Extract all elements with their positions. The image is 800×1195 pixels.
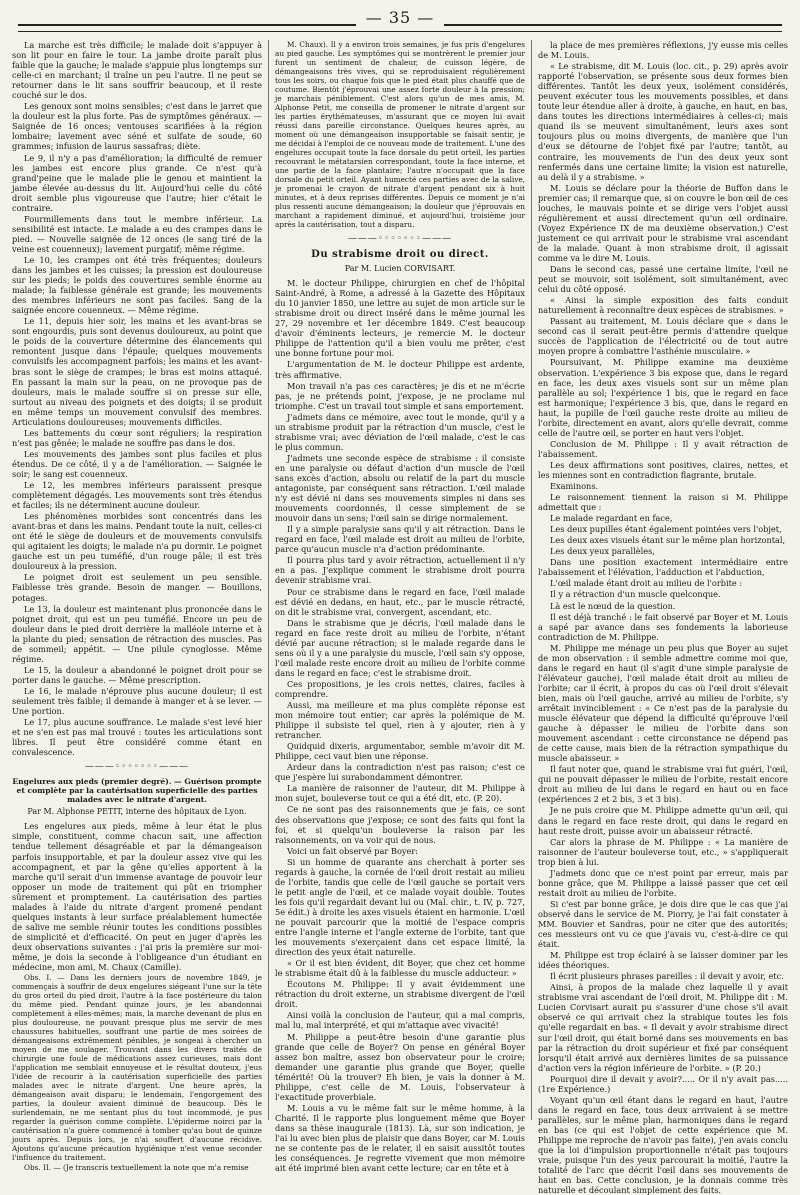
paragraph: Dans le strabisme que je décris, l'œil malade dans le regard en face reste droit au milieu de l'orbite, n'étant dévié par aucune rétraction; si le malade regarde dans le sens où il y a une paralysie du muscle, l'œil sain s'y oppose, l'œil malade reste encore droit au milieu de l'orbite comme dans le regard en face; c'est le strabisme droit. — [275, 617, 525, 678]
paragraph: Les mouvements des jambes sont plus faciles et plus étendus. De ce côté, il y a de l'amélioration. — Saignée le soir; le sang est couenneux. — [12, 448, 262, 479]
paragraph: M. Philippe me ménage un peu plus que Boyer au sujet de mon observation : il semble admettre comme moi que, dans le regard en haut (il s'agit d'une simple paralysie de l'élévateur gauche), l'œil malade était droit au milieu de l'orbite; car il écrit, à propos du cas où l'œil droit s'élevait bien, mais où l'œil gauche, arrivé au milieu de l'orbite, s'y arrêtait invinciblement : « Ce n'est pas de la paralysie du muscle élévateur que dépend la difficulté qu'éprouve l'œil gauche à dépasser le milieu de l'orbite dans son mouvement ascendant : cette circonstance ne dépend pas de cette cause, mais bien de la rétraction sympathique du muscle abaisseur. » — [538, 642, 788, 764]
paragraph: Dans une position exactement intermédiaire entre l'abaissement et l'élévation, l'adduction et l'abduction, — [538, 557, 788, 578]
paragraph: la place de mes premières réflexions, j'y eusse mis celles de M. Louis. — [538, 40, 788, 61]
article-byline: Par M. Lucien CORVISART. — [344, 264, 456, 274]
column-3 — [531, 40, 788, 1195]
paragraph: Examinons. — [550, 481, 599, 492]
paragraph: Les deux axes visuels étant sur le même plan horizontal, — [550, 535, 786, 546]
paragraph: Pour ce strabisme dans le regard en face, l'œil malade est dévié en dedans, en haut, etc., par le muscle rétracté, on dit le strabisme vrai, convergent, ascendant, etc. — [275, 586, 525, 617]
paragraph: J'admets donc que ce n'est point par erreur, mais par bonne grâce, que M. Philippe a laissé passer que cet œil restait droit au milieu de l'orbite. — [538, 867, 788, 898]
paragraph: Quidquid dixeris, argumentabor, semble m'avoir dit M. Philippe, ceci vaut bien une réponse. — [275, 741, 525, 762]
paragraph: Les engelures aux pieds, même à leur état le plus simple, constituent, comme chacun sait, une affection tendue tellement désagréable et par la démangeaison parfois insupportable, et par la douleur assez vive qui les accompagnent, et par la gêne qu'elles apportent à la marche qu'il serait d'un immense avantage de pouvoir leur opposer un mode de traitement qui pût en triompher sûrement et promptement. La cautérisation des parties malades à l'aide du nitrate d'argent promené pendant quelques instants à leur surface préalablement humectée de salive me semble réunir toutes les conditions possibles de simplicité et d'efficacité. On peut en juger d'après les deux observations suivantes : j'ai pris la première sur moi-même, je dois la seconde à l'obligeance d'un étudiant en médecine, mon ami, M. Chaux (Camille). — [12, 821, 262, 973]
section-separator: ———◦◦◦◦◦◦◦——— — [84, 762, 190, 773]
paragraph: Le 9, il n'y a pas d'amélioration; la difficulté de remuer les jambes est encore plus grande. Ce n'est qu'à grand'peine que le malade plie le genou et maintient la jambe élevée au-dessus du lit. Aujourd'hui celle du côté droit semble plus vigoureuse que l'autre; hier c'était le contraire. — [12, 152, 262, 213]
paragraph: Il est déjà tranché : le fait observé par Boyer et M. Louis a sapé par avance dans ses fondements la laborieuse contradiction de M. Philippe. — [538, 611, 788, 642]
paragraph: M. le docteur Philippe, chirurgien en chef de l'hôpital Saint-André, à Rome, a adressé à la Gazette des Hôpitaux du 10 janvier 1850, une lettre au sujet de mon article sur le strabisme droit ou direct inséré dans le même journal les 27, 29 novembre et 1er décembre 1849. C'est beaucoup d'avoir d'éminents lecteurs, je remercie M. le docteur Philippe de l'attention qu'il a bien voulu me prêter, c'est une bonne fortune pour moi. — [275, 278, 525, 359]
paragraph: Le 13, la douleur est maintenant plus prononcée dans le poignet droit, qui est un peu tuméfié. Encore un peu de douleur dans le pied droit derrière la malléole interne et à la plante du pied; sensation de rétraction des muscles. Pas de sommeil; appétit. — Une pilule cynoglosse. Même régime. — [12, 603, 262, 664]
paragraph: M. Philippe a peut-être besoin d'une garantie plus grande que celle de Boyer? On pense en général Boyer assez bon maître, assez bon observateur pour le croire; demander une garantie plus grande que Boyer, quelle témérité! Où la trouver? Eh bien, je vais la donner à M. Philippe, c'est celle de M. Louis, l'observateur à l'exactitude proverbiale. — [275, 1031, 525, 1102]
page-header — [0, 0, 800, 40]
paragraph: Les phénomènes morbides sont concentrés dans les avant-bras et dans les mains. Pendant toute la nuit, celles-ci ont été le siège de douleurs et de mouvements convulsifs qui agitaient les doigts; le malade n'a pu dormir. Le poignet gauche est un peu tuméfié, d'un rouge pâle; il est très douloureux à la pression. — [12, 511, 262, 572]
paragraph: Il y a simple paralysie sans qu'il y ait rétraction. Dans le regard en face, l'œil malade est droit au milieu de l'orbite, parce qu'aucun muscle n'a d'action prédominante. — [275, 524, 525, 555]
paragraph: Le raisonnement tiennent la raison si M. Philippe admettait que : — [538, 492, 788, 513]
paragraph: J'admets dans ce mémoire, avec tout le monde, qu'il y a un strabisme produit par la rétraction d'un muscle, c'est le strabisme vrai; avec déviation de l'œil malade, c'est le cas le plus commun. — [275, 411, 525, 452]
column-1 — [12, 40, 262, 1173]
paragraph: L'argumentation de M. le docteur Philippe est ardente, très affirmative. — [275, 359, 525, 380]
paragraph: Si c'est par bonne grâce, je dois dire que le cas que j'ai observé dans le service de M. Piorry, je l'ai fait constater à MM. Bouvier et Sandras, pour ne citer que des autorités; ces messieurs ont vu ce que j'avais vu, c'est-à-dire ce qui était. — [538, 898, 788, 950]
paragraph: Il faut noter que, quand le strabisme vrai fut guéri, l'œil, qui ne pouvait dépasser le milieu de l'orbite, restait encore droit au milieu de lui dans le regard en haut ou en face (expériences 2 et 2 bis, 3 et 3 bis). — [538, 764, 788, 805]
paragraph: Là est le nœud de la question. — [550, 600, 676, 611]
paragraph: Les deux pupilles étant également pointées vers l'objet, — [550, 524, 782, 535]
paragraph: Les deux yeux parallèles, — [550, 546, 655, 557]
paragraph: Ainsi voilà la conclusion de l'auteur, qui a mal compris, mal lu, mal interprété, et qui m'attaque avec vivacité! — [275, 1010, 525, 1031]
paragraph: Car alors la phrase de M. Philippe : « La manière de raisonner de l'auteur bouleverse tout, etc., » s'appliquerait trop bien à lui. — [538, 836, 788, 867]
paragraph: Voici un fait observé par Boyer: — [287, 845, 419, 856]
section-separator: ———◦◦◦◦◦◦◦——— — [347, 234, 453, 244]
paragraph: Les battements du cœur sont réguliers; la respiration n'est pas gênée; le malade ne souffre pas dans le dos. — [12, 427, 262, 448]
article-title: Du strabisme droit ou direct. — [311, 249, 489, 261]
paragraph: Ces propositions, je les crois nettes, claires, faciles à comprendre. — [275, 678, 525, 699]
paragraph: Il pourra plus tard y avoir rétraction, actuellement il n'y en a pas. J'explique comment le strabisme droit pourra devenir strabisme vrai. — [275, 555, 525, 586]
observation-paragraph: M. Chaux). Il y a environ trois semaines, je fus pris d'engelures au pied gauche. Les symptômes qui se montrèrent le premier jour furent un sentiment de chaleur, de cuisson légère, de démangeaisons très vives, qui se reproduisaient régulièrement tous les soirs, ou chaque fois que le pied était plus chauffé que de coutume. Bientôt j'éprouvai une assez forte douleur à la pression; je marchais péniblement. C'est alors qu'un de mes amis, M. Alphonse Petit, me conseilla de promener le nitrate d'argent sur les parties érythémateuses, m'assurant que ce moyen lui avait réussi dans pareille circonstance. Quelques heures après, au moment où une démangeaison insupportable se faisait sentir, je me décidai à l'emploi de ce nouveau mode de traitement. L'une des engelures occupait toute la face dorsale du petit orteil, les parties recouvrant le métatarsien correspondant, toute la face interne, et une partie de la face plantaire; l'autre n'occupait que la face dorsale du petit orteil. Ayant humecté ces parties avec de la salive, je promenai le crayon de nitrate d'argent pendant six à huit minutes, et à deux reprises différentes. Depuis ce moment je n'ai plus ressenti aucune démangeaison; la douleur que j'éprouvais en marchant a rapidement diminué, et aujourd'hui, troisième jour après la cautérisation, tout a disparu. — [275, 40, 525, 229]
paragraph: Les genoux sont moins sensibles; c'est dans le jarret que la douleur est la plus forte. Pas de symptômes généraux. — Saignée de 16 onces; ventouses scarifiées à la région lombaire; lavement avec séné et sulfate de soude, 60 grammes; infusion de laurus sassafras; diète. — [12, 101, 262, 152]
observation-paragraph: Obs. II. — (Je transcris textuellement la note que m'a remise — [24, 1163, 249, 1173]
paragraph: « Or il est bien évident, dit Boyer, que chez cet homme le strabisme était dû à la faiblesse du muscle adducteur. » — [275, 958, 525, 979]
paragraph: Ardeur dans la contradiction n'est pas raison; c'est ce que j'espère lui surabondamment démontrer. — [275, 762, 525, 783]
paragraph: Si un homme de quarante ans cherchait à porter ses regards à gauche, la cornée de l'œil droit restait au milieu de l'orbite, tandis que celle de l'œil gauche se portait vers le petit angle de l'œil, et ce malade voyait double. Toutes les fois qu'il regardait devant lui ou (Mal. chir., t. IV, p. 727, 5e édit.) à droite les axes visuels étaient en harmonie. L'œil ne pouvait parcourir que la moitié de l'espace compris entre l'angle interne et l'angle externe de l'orbite, tant que les mouvements s'exerçaient dans cet espace limité, la direction des yeux était naturelle. — [275, 856, 525, 958]
paragraph: « Le strabisme, dit M. Louis (loc. cit., p. 29) après avoir rapporté l'observation, se présente sous deux formes bien différentes. Tantôt les deux yeux, isolément considérés, peuvent exécuter tous les mouvements possibles, et dans toute leur étendue aller à droite, à gauche, en haut, en bas, dans toutes les directions intermédiaires à celles-ci; mais quand ils se meuvent simultanément, leurs axes sont toujours plus ou moins divergents, de manière que l'un d'eux se détourne de l'objet fixé par l'autre; tantôt, au contraire, les mouvements de l'un des deux yeux sont renfermés dans une certaine limite; la vision est naturelle, au delà il y a strabisme. » — [538, 61, 788, 182]
paragraph: Poursuivant, M. Philippe examine ma deuxième observation. L'expérience 3 bis expose que, dans le regard en face, les deux axes visuels sont sur un même plan parallèle au sol; l'expérience 1 bis, que le regard en face est harmonique; l'expérience 3 bis, que, dans le regard en haut, la pupille de l'œil gauche reste droite au milieu de l'orbite, directement en avant, alors qu'elle devrait, comme celle de l'autre œil, se porter en haut vers l'objet. — [538, 357, 788, 438]
paragraph: Pourquoi dire il devait y avoir?..... Or il n'y avait pas..... (1re Expérience.) — [538, 1073, 788, 1094]
paragraph: Le 12, les membres inférieurs paraissent presque complètement dégagés. Les mouvements sont très étendus et faciles; ils ne déterminent aucune douleur. — [12, 480, 262, 511]
paragraph: Ce ne sont pas des raisonnements que je fais, ce sont des observations que j'expose; ce sont des faits qui font la foi, et si quelqu'un bouleverse la raison par les raisonnements, on va voir qui de nous. — [275, 804, 525, 845]
page-columns — [12, 40, 788, 1195]
paragraph: Le 17, plus aucune souffrance. Le malade s'est levé hier et ne s'en est pas mal trouvé : toutes les articulations sont libres. Il peut être considéré comme étant en convalescence. — [12, 717, 262, 758]
paragraph: L'œil malade étant droit au milieu de l'orbite : — [550, 578, 743, 589]
paragraph: M. Louis a vu le même fait sur le même homme, à la Charité. Il le rapporte plus longuement même que Boyer dans sa thèse inaugurale (1813). Là, sur son indication, je l'ai lu avec bien plus de plaisir que dans Boyer, car M. Louis ne se contente pas de le relater, il en saisit aussitôt toutes les conséquences. Je regrette vivement que mon mémoire ait été imprimé bien avant cette lecture; car en tête et à — [275, 1102, 525, 1174]
paragraph: Le poignet droit est seulement un peu sensible. Faiblesse très grande. Besoin de manger. — Bouillons, potages. — [12, 572, 262, 603]
paragraph: Le 15, la douleur a abandonné le poignet droit pour se porter dans le gauche. — Même prescription. — [12, 664, 262, 685]
paragraph: Le 10, les crampes ont été très fréquentes; douleurs dans les jambes et les cuisses; la pression est douloureuse sur les pieds; le poids des couvertures semble énorme au malade; la faiblesse générale est grande; les mouvements des membres inférieurs ne sont pas faciles. Sang de la saignée encore couenneux. — Même régime. — [12, 254, 262, 316]
header-rule-thin — [18, 31, 782, 32]
paragraph: Le malade regardant en face, — [550, 513, 673, 524]
page-number: — 35 — — [356, 8, 445, 27]
paragraph: Aussi, ma meilleure et ma plus complète réponse est mon mémoire tout entier; car après la polémique de M. Philippe il subsiste tel quel, rien à y ajouter, rien à y retrancher. — [275, 700, 525, 741]
paragraph: Il y a rétraction d'un muscle quelconque. — [550, 589, 721, 600]
paragraph: J'admets une seconde espèce de strabisme : il consiste en une paralysie ou défaut d'action d'un muscle de l'œil sans excès d'action, absolu ou relatif de la part du muscle antagoniste, par conséquent sans rétraction. L'œil malade n'y est dévié ni dans ses mouvements simples ni dans ses mouvements coordonnés, il cesse simplement de se mouvoir dans un sens; l'œil sain se dirige normalement. — [275, 452, 525, 524]
paragraph: Voyant qu'un œil étant dans le regard en haut, l'autre dans le regard en face, tous deux arrivaient à se mettre parallèles, sur le même plan, harmoniques dans le regard en bas (ce qui est l'objet de cette expérience que M. Philippe me reproche de n'avoir pas faite), j'en avais conclu que la loi d'impulsion proportionnelle n'était pas toujours vraie, puisque l'un des yeux parcourait la moitié, l'autre la totalité de l'arc que décrit l'œil dans ses mouvements de haut en bas. Cette conclusion, je la donnais comme très naturelle et découlant simplement des faits. — [538, 1094, 788, 1195]
column-2 — [268, 40, 525, 1174]
paragraph: Le 11, depuis hier soir, les mains et les avant-bras se sont engourdis, puis sont devenus douloureux, au point que le poids de la couverture détermine des élancements qui remontent jusque dans l'épaule; quelques mouvements convulsifs les accompagnent parfois; les mains et les avant-bras sont le siège de crampes; le bras est moins attaqué. En passant la main sur la peau, on ne provoque pas de douleurs, mais le malade souffre si on presse sur elle, surtout au niveau des poignets et des doigts; il se produit en même temps un mouvement convulsif des membres. Articulations douloureuses; mouvements difficiles. — [12, 316, 262, 427]
paragraph: Conclusion de M. Philippe : Il y avait rétraction de l'abaissement. — [538, 438, 788, 459]
paragraph: Fourmillements dans tout le membre inférieur. La sensibilité est intacte. Le malade a eu des crampes dans le pied. — Nouvelle saignée de 12 onces (le sang tiré de la veine est couenneux); lavement purgatif; même régime. — [12, 213, 262, 254]
article-title: Engelures aux pieds (premier degré). — Guérison prompte et complète par la cautérisation superficielle des parties malades avec le nitrate d'argent. — [12, 777, 262, 805]
paragraph: Je ne puis croire que M. Philippe admette qu'un œil, qui dans le regard en face reste droit, qui dans le regard en haut reste droit, puisse avoir un abaisseur rétracté. — [538, 805, 788, 836]
paragraph: La marche est très difficile; le malade doit s'appuyer à son lit pour en faire le tour. La jambe droite paraît plus faible que la gauche; le malade s'appuie plus longtemps sur celle-ci en marchant; il traîne un peu l'autre. Il ne peut se retourner dans le lit sans souffrir beaucoup, et il reste couché sur le dos. — [12, 40, 262, 101]
paragraph: Ainsi, à propos de la malade chez laquelle il y avait strabisme vrai ascendant de l'œil droit, M. Philippe dit : M. Lucien Corvisart aurait pu s'assurer d'une chose s'il avait observé ce qui arrivait chez la strabique toutes les fois qu'elle regardait en bas. « Il devait y avoir strabisme direct sur l'œil droit, qui était borné dans ses mouvements en bas par la rétraction du droit supérieur et fixé par conséquent lorsqu'il était arrivé aux dernières limites de sa puissance d'action vers la région inférieure de l'orbite. » (P. 20.) — [538, 982, 788, 1073]
paragraph: Écoutons M. Philippe: Il y avait évidemment une rétraction du droit externe, un strabisme divergent de l'œil droit. — [275, 979, 525, 1010]
paragraph: M. Louis se déclare pour la théorie de Buffon dans le premier cas; il remarque que, si on couvre le bon œil de ces louches, le mauvais pointe et se dirige vers l'objet aussi régulièrement et aussi directement qu'un œil ordinaire. (Voyez Expérience IX de ma deuxième observation.) C'est justement ce qui arrivait pour le strabisme vrai ascendant de la malade. Quant à mon strabisme droit, il agissait comme va le dire M. Louis. — [538, 182, 788, 263]
paragraph: Le 16, le malade n'éprouve plus aucune douleur; il est seulement très faible; il demande à manger et à se lever. — Une portion. — [12, 685, 262, 717]
paragraph: Il écrit plusieurs phrases pareilles : il devait y avoir, etc. — [550, 971, 784, 982]
paragraph: Mon travail n'a pas ces caractères; je dis et ne m'écrie pas, je ne prétends point, j'expose, je ne proclame nul triomphe. C'est un travail tout simple et sans emportement. — [275, 380, 525, 411]
paragraph: M. Philippe est trop éclairé à se laisser dominer par les idées théoriques. — [538, 950, 788, 971]
paragraph: Passant au traitement, M. Louis déclare que « dans le second cas il serait peut-être permis d'attendre quelque succès de l'application de l'électricité ou de tout autre moyen propre à combattre l'asthénie musculaire. » — [538, 316, 788, 357]
paragraph: Dans le second cas, passé une certaine limite, l'œil ne peut se mouvoir, soit isolément, soit simultanément, avec celui du côté opposé. — [538, 264, 788, 295]
article-byline: Par M. Alphonse PETIT, interne des hôpitaux de Lyon. — [27, 807, 247, 817]
paragraph: « Ainsi la simple exposition des faits conduit naturellement à reconnaître deux espèces de strabismes. » — [538, 295, 788, 316]
paragraph: La manière de raisonner de l'auteur, dit M. Philippe à mon sujet, bouleverse tout ce qui a été dit, etc. (P. 20). — [275, 783, 525, 804]
observation-paragraph: Obs. I. — Dans les derniers jours de novembre 1849, je commençais à souffrir de deux engelures siégeant l'une sur la tête du gros orteil du pied droit, l'autre à la face postérieure du talon du même pied. Pendant quinze jours, je les abandonnai complètement à elles-mêmes; mais, la marche devenant de plus en plus douloureuse, ne pouvant presque plus me servir de mes chaussures habituelles, souffrant une partie de mes soirées de démangeaisons extrêmement pénibles, je songeai à chercher un moyen de me soulager. Trouvant dans les divers traités de chirurgie une foule de médications assez curieuses, mais dont l'application me semblait ennuyeuse et le résultat douteux, j'eus l'idée de recourir à la cautérisation superficielle des parties malades avec le nitrate d'argent. Une heure après, la démangeaison avait disparu; le lendemain, l'engorgement des parties, la douleur avaient diminué de beaucoup. Dès le surlendemain, ne me sentant plus du tout incommodé, je pus regarder la guérison comme complète. L'épiderme noirci par la cautérisation n'a guère commencé à tomber qu'au bout de quinze jours après. Depuis lors, je n'ai souffert d'aucune récidive. Ajoutons qu'aucune précaution hygiénique n'est venue seconder l'influence du traitement. — [12, 973, 262, 1163]
paragraph: Les deux affirmations sont positives, claires, nettes, et les miennes sont en contradiction flagrante, brutale. — [538, 459, 788, 480]
